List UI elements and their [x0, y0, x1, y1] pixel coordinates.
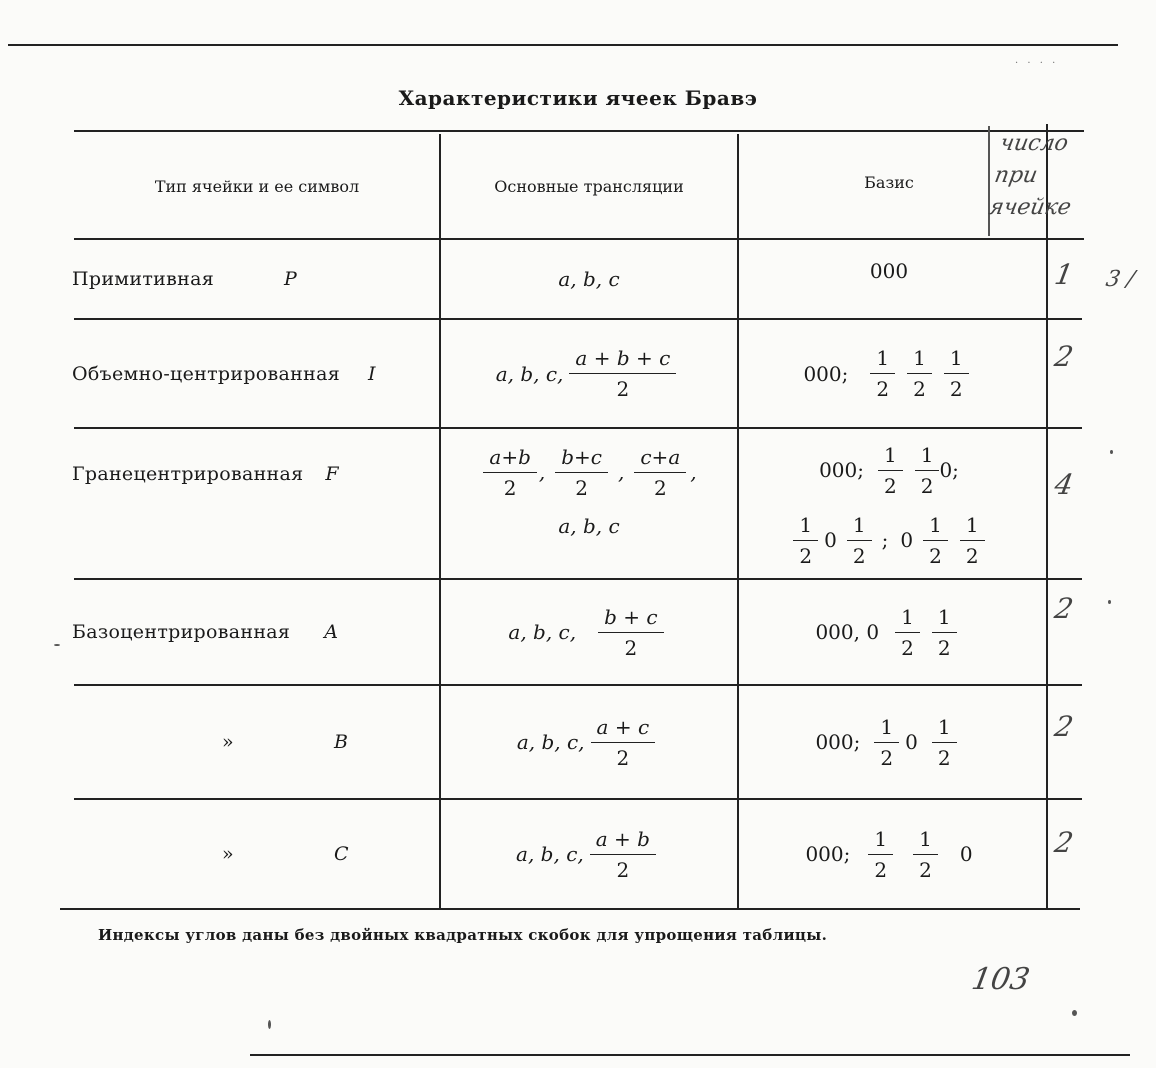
basis-zero: 0	[959, 842, 973, 866]
fraction-numerator: 1	[932, 715, 957, 743]
fraction-numerator: c+a	[634, 445, 686, 473]
fraction	[878, 443, 903, 498]
fraction-denominator: 2	[880, 745, 894, 770]
fraction-numerator: a + c	[591, 715, 656, 743]
basis-suffix: 0;	[939, 458, 959, 482]
page-bottom-rule	[250, 1054, 1130, 1056]
fraction-denominator: 2	[799, 543, 813, 568]
fraction-numerator: 1	[895, 605, 920, 633]
fraction-denominator: 2	[876, 377, 890, 401]
row-base-centered-a-basis	[739, 580, 1039, 684]
type-symbol: F	[325, 463, 339, 485]
fraction-numerator: 1	[878, 443, 903, 471]
type-symbol: A	[324, 621, 339, 643]
fraction	[634, 445, 686, 500]
fraction-denominator: 2	[575, 475, 588, 500]
row-body-centered-translations	[441, 320, 737, 427]
fraction-numerator: 1	[868, 827, 893, 855]
row-face-centered-translations-line1: $\frac{a+b}{2}$ , $\frac{b+c}{2}$ , $\frac{c+a}{2}$ ,	[441, 438, 737, 506]
fraction	[870, 346, 895, 401]
ditto-mark: »	[222, 843, 234, 865]
row-divider	[74, 427, 1082, 429]
basis-separator: ;	[881, 528, 889, 552]
handwritten-count: 4	[1052, 468, 1076, 501]
row-face-centered-basis-line1	[739, 436, 1039, 504]
row-face-centered-translations-line2: a, b, c	[558, 514, 620, 538]
fraction	[483, 445, 536, 500]
fraction	[932, 715, 957, 770]
row-face-centered-basis-line2	[739, 506, 1039, 574]
ditto-mark: »	[222, 731, 234, 753]
column-divider	[1046, 124, 1048, 908]
basis-prefix: 000, 0	[815, 620, 880, 644]
scan-speck	[1108, 600, 1111, 604]
fraction	[960, 513, 985, 568]
fraction-denominator: 2	[616, 377, 630, 401]
fraction-denominator: 2	[616, 745, 630, 770]
row-base-centered-b-translations	[441, 686, 737, 798]
handwritten-count: 2	[1052, 710, 1076, 743]
fraction-denominator: 2	[874, 857, 888, 882]
translation-vectors: a, b, c,	[516, 842, 584, 866]
faint-page-number: · · · ·	[1015, 58, 1059, 69]
scan-speck	[268, 1020, 271, 1029]
fraction-numerator: a+b	[483, 445, 536, 473]
translation-vectors: a, b, c,	[516, 730, 585, 754]
table-bottom-rule	[60, 908, 1080, 910]
fraction-numerator: a + b + c	[569, 346, 676, 374]
fraction	[598, 605, 663, 660]
handwritten-count: 1	[1052, 258, 1076, 291]
row-base-centered-b-basis	[739, 686, 1039, 798]
translation-vectors: a, b, c,	[495, 361, 564, 386]
fraction-numerator: 1	[923, 513, 948, 541]
fraction	[591, 715, 656, 770]
fraction-denominator: 2	[503, 475, 517, 500]
fraction-numerator: 1	[793, 513, 818, 541]
fraction-denominator: 2	[929, 543, 942, 568]
row-base-centered-a-translations	[441, 580, 737, 684]
fraction-denominator: 2	[883, 473, 897, 498]
row-face-centered-name	[72, 450, 438, 498]
fraction-numerator: 1	[932, 605, 957, 633]
handwritten-page-note: 103	[968, 962, 1033, 997]
handwritten-count: 2	[1052, 340, 1076, 373]
row-base-centered-c-translations	[441, 800, 737, 908]
basis-zero: 0	[905, 730, 918, 754]
fraction-denominator: 2	[913, 377, 926, 401]
type-symbol: P	[284, 268, 298, 290]
fraction-numerator: a + b	[590, 827, 656, 855]
fraction	[895, 605, 920, 660]
fraction-numerator: 1	[874, 715, 899, 743]
type-symbol: C	[333, 843, 349, 865]
fraction-denominator: 2	[937, 745, 951, 770]
fraction-denominator: 2	[624, 635, 638, 660]
row-base-centered-b-name	[222, 686, 438, 798]
type-name: Объемно-центрированная	[72, 362, 340, 385]
fraction-denominator: 2	[919, 857, 932, 882]
basis-zero: 0	[900, 528, 914, 552]
row-base-centered-c-name	[222, 800, 438, 908]
fraction-numerator: 1	[913, 827, 938, 855]
fraction-numerator: 1	[847, 513, 872, 541]
scan-speck	[1072, 1010, 1077, 1016]
translation-vectors: a, b, c,	[508, 620, 577, 644]
fraction-numerator: 1	[907, 346, 932, 374]
scan-speck	[54, 644, 60, 646]
fraction-numerator: 1	[960, 513, 985, 541]
page-top-rule	[8, 44, 1118, 46]
header-translations: Основные трансляции	[494, 176, 684, 196]
fraction-numerator: 1	[915, 443, 940, 471]
handwritten-header: число при ячейке	[986, 131, 1073, 220]
fraction	[874, 715, 899, 770]
table-title: Характеристики ячеек Бравэ	[398, 86, 758, 110]
row-base-centered-a-name	[72, 580, 438, 684]
table-top-rule	[74, 130, 1084, 132]
fraction	[923, 513, 948, 568]
fraction	[932, 605, 957, 660]
basis-zero: 0	[824, 528, 837, 552]
fraction	[555, 445, 608, 500]
fraction-numerator: b + c	[598, 605, 663, 633]
handwritten-count: 2	[1052, 592, 1076, 625]
footnote: Индексы углов даны без двойных квадратных скобок для упрощения таблицы.	[98, 926, 828, 944]
basis-prefix: 000;	[819, 458, 864, 482]
header-basis: Базис	[864, 172, 914, 192]
fraction-denominator: 2	[937, 635, 951, 660]
fraction-denominator: 2	[653, 475, 667, 500]
fraction	[915, 443, 940, 498]
handwritten-margin-marks: 3 /	[1103, 267, 1137, 292]
row-base-centered-c-basis	[739, 800, 1039, 908]
fraction-denominator: 2	[616, 857, 630, 882]
row-body-centered-name	[72, 320, 438, 427]
fraction-denominator: 2	[901, 635, 914, 660]
fraction	[590, 827, 656, 882]
header-type: Тип ячейки и ее символ	[154, 176, 360, 196]
fraction-numerator: 1	[870, 346, 895, 374]
type-name: Гранецентрированная	[72, 463, 304, 485]
row-body-centered-basis	[739, 320, 1039, 427]
fraction	[913, 827, 938, 882]
fraction-denominator: 2	[949, 377, 963, 401]
fraction-numerator: b+c	[555, 445, 608, 473]
fraction-denominator: 2	[920, 473, 934, 498]
fraction-denominator: 2	[852, 543, 866, 568]
handwritten-count: 2	[1052, 826, 1076, 859]
fraction	[944, 346, 969, 401]
row-primitive-basis: 000	[869, 259, 909, 283]
row-primitive-translations: a, b, c	[558, 267, 620, 291]
type-symbol: B	[333, 731, 349, 753]
type-symbol: I	[367, 362, 376, 385]
fraction-denominator: 2	[965, 543, 979, 568]
type-name: Примитивная	[72, 268, 214, 290]
row-primitive-name	[72, 240, 438, 318]
scan-speck	[1110, 450, 1113, 454]
fraction	[793, 513, 818, 568]
basis-prefix: 000;	[805, 842, 851, 866]
type-name: Базоцентрированная	[72, 621, 291, 643]
basis-prefix: 000;	[803, 361, 849, 386]
basis-prefix: 000;	[815, 730, 861, 754]
fraction	[847, 513, 872, 568]
fraction	[907, 346, 932, 401]
fraction-numerator: 1	[944, 346, 969, 374]
fraction	[868, 827, 893, 882]
fraction	[569, 346, 676, 401]
